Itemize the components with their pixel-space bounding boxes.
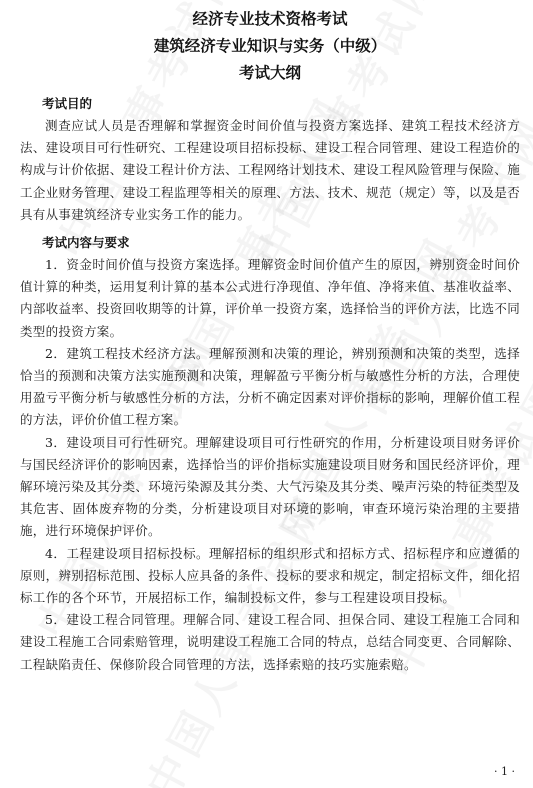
page-number: · 1 · xyxy=(494,765,515,778)
title-block xyxy=(20,6,520,87)
content-item-3: 3．建设项目可行性研究。理解建设项目可行性研究的作用，分析建设项目财务评价与国民经济评价的影响因素，选择恰当的评价指标实施建设项目财务和国民经济评价，理解环境污染及其分类、环境污染源及其分类、大气污染及其分类、噪声污染的特征类型及其危害、固体废弃物的分类，分析建设项目对环境的影响，审查环境污染治理的主要措施，进行环境保护评价。 xyxy=(20,434,520,539)
title-line-2: 建筑经济专业知识与实务（中级） xyxy=(153,37,387,55)
purpose-heading: 考试目的 xyxy=(42,96,93,111)
content-item-1: 1．资金时间价值与投资方案选择。理解资金时间价值产生的原因，辨别资金时间价值计算的种类，运用复利计算的基本公式进行净现值、净年值、净将来值、基准收益率、内部收益率、投资回收期等的计算，评价单一投资方案，选择恰当的评价方法，比选不同类型的投资方案。 xyxy=(20,257,520,339)
title-line-3: 考试大纲 xyxy=(238,64,301,82)
content-item-2: 2．建筑工程技术经济方法。理解预测和决策的理论，辨别预测和决策的类型，选择恰当的预测和决策方法实施预测和决策，理解盈亏平衡分析与敏感性分析的方法，合理使用盈亏平衡分析与敏感性分析的方法，分析不确定因素对评价指标的影响，理解价值工程的方法，评价价值工程方案。 xyxy=(20,345,520,428)
document-page xyxy=(20,0,520,676)
purpose-paragraph: 测查应试人员是否理解和掌握资金时间价值与投资方案选择、建筑工程技术经济方法、建设项目可行性研究、工程建设项目招标投标、建设工程合同管理、建设工程造价的构成与计价依据、建设工程计价方法、工程网络计划技术、建设工程风险管理与保险、施工企业财务管理、建设工程监理等相关的原理、方法、技术、规范（规定）等，以及是否具有从事建筑经济专业实务工作的能力。 xyxy=(20,118,520,222)
content-item-4: 4．工程建设项目招标投标。理解招标的组织形式和招标方式、招标程序和应遵循的原则，辨别招标范围、投标人应具备的条件、投标的要求和规定，制定招标文件，细化招标工作的各个环节，开展招标工作，编制投标文件，参与工程建设项目投标。 xyxy=(20,545,520,606)
content-item-5: 5．建设工程合同管理。理解合同、建设工程合同、担保合同、建设工程施工合同和建设工程施工合同索赔管理，说明建设工程施工合同的特点，总结合同变更、合同解除、工程缺陷责任、保修阶段合同管理的方法，选择索赔的技巧实施索赔。 xyxy=(20,612,520,672)
title-line-1: 经济专业技术资格考试 xyxy=(192,10,348,28)
content-heading: 考试内容与要求 xyxy=(42,235,130,251)
